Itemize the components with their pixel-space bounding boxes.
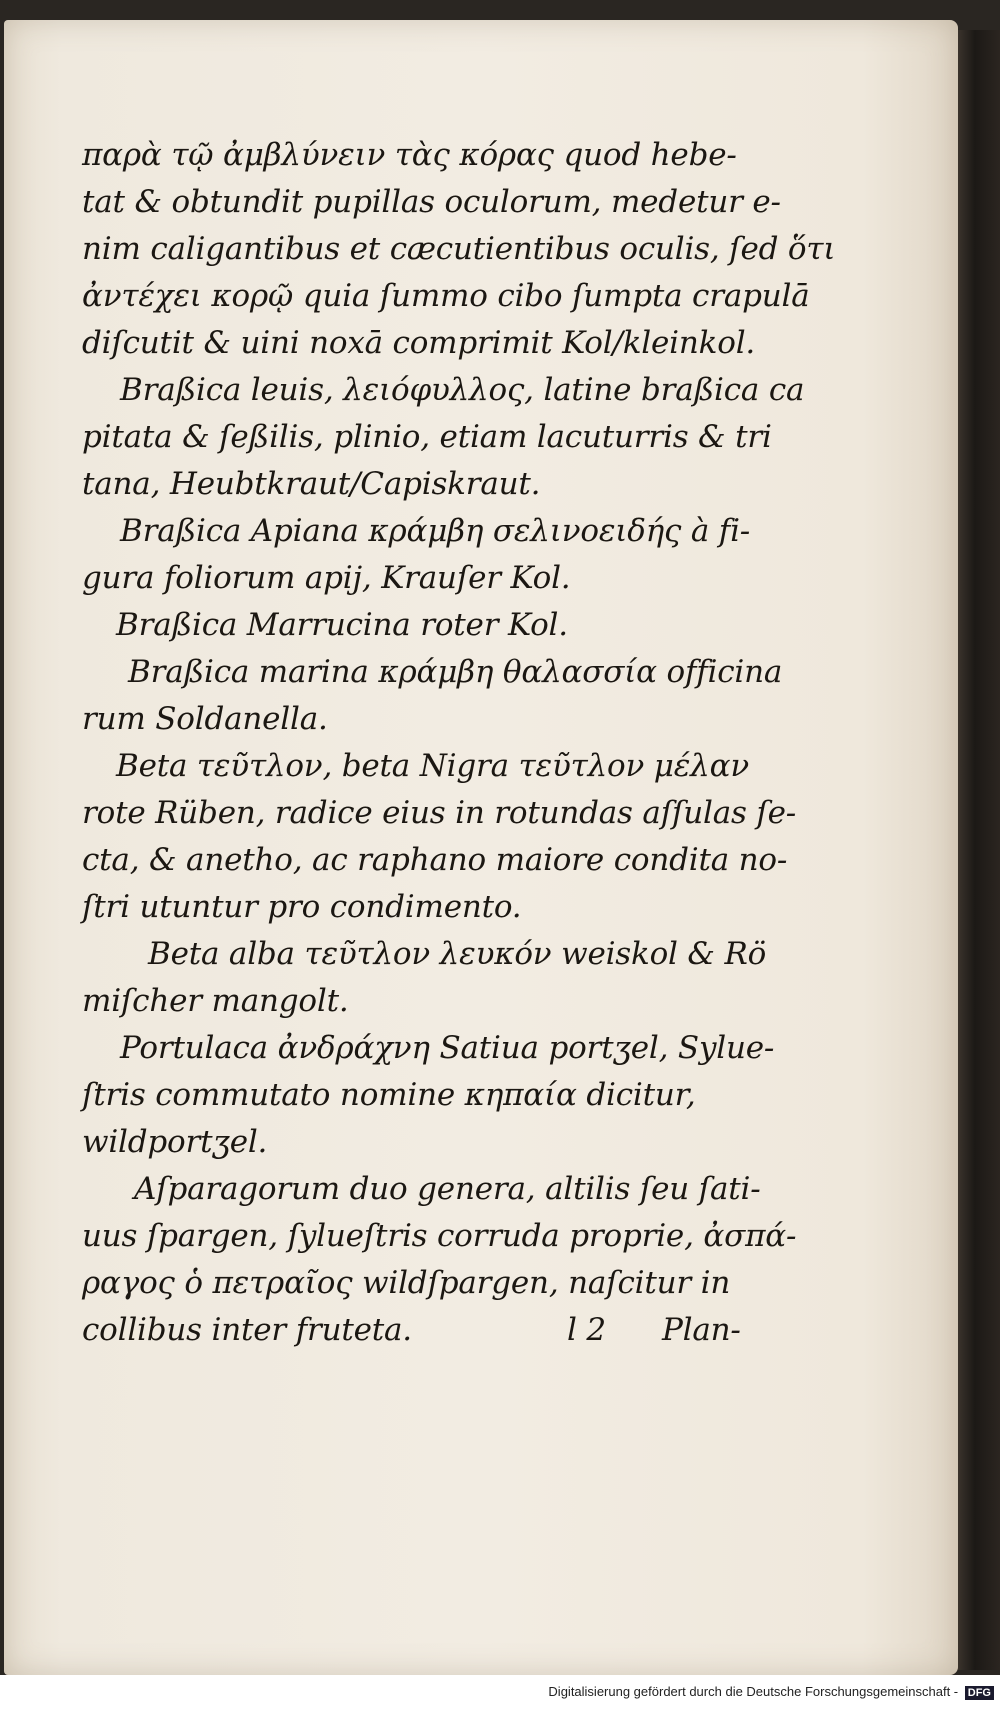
text-line: Portulaca ἀνδράχνη Satiua portʒel, Sylue- (120, 1030, 775, 1066)
text-line: nim caligantibus et cæcutientibus oculis, ſed ὅτι (82, 231, 836, 267)
credit-text: Digitalisierung gefördert durch die Deutsche Forschungsgemeinschaft - (548, 1684, 959, 1699)
text-line: Braßica Apiana κράμβη σελινοειδής à fi- (120, 513, 751, 549)
text-line: ἀντέχει κορῷ quia ſummo cibo ſumpta crapulā (82, 278, 810, 314)
text-line: Beta alba τεῦτλον λευκόν weiskol & Rö (148, 936, 767, 972)
text-line: Braßica Marrucina roter Kol. (116, 607, 568, 643)
text-line: ſtris commutato nomine κηπαία dicitur, (82, 1077, 696, 1113)
text-line: miſcher mangolt. (82, 983, 349, 1019)
page-edge-shadow (958, 30, 1000, 1670)
text-line: tana, Heubtkraut/Capiskraut. (82, 466, 541, 502)
page-text (82, 132, 836, 1354)
text-line: παρὰ τῷ ἀμβλύνειν τὰς κόρας quod hebe- (82, 137, 737, 173)
digitization-credit (548, 1684, 994, 1700)
text-line: uus ſpargen, ſylueſtris corruda proprie, ἀσπά- (82, 1218, 797, 1254)
text-line: diſcutit & uini noxā comprimit Kol/kleinkol. (82, 325, 756, 361)
text-line: rum Soldanella. (82, 701, 328, 737)
text-line: pitata & ſeßilis, plinio, etiam lacuturris & tri (82, 419, 772, 455)
text-line: wildportʒel. (82, 1124, 268, 1160)
text-line-last (82, 1307, 782, 1354)
dfg-logo: DFG (965, 1686, 994, 1700)
signature-mark: l 2 (567, 1312, 606, 1348)
text-line: rote Rüben, radice eius in rotundas aſſulas ſe- (82, 795, 797, 831)
text-line: Beta τεῦτλον, beta Nigra τεῦτλον μέλαν (116, 748, 749, 784)
text-line: ραγος ὁ πετραῖος wildſpargen, naſcitur in (82, 1265, 731, 1301)
text-line: Braßica marina κράμβη θαλασσία officina (128, 654, 783, 690)
text-line: Aſparagorum duo genera, altilis ſeu ſati- (134, 1171, 761, 1207)
text-line: ſtri utuntur pro condimento. (82, 889, 522, 925)
text-line: cta, & anetho, ac raphano maiore condita no- (82, 842, 788, 878)
text-line: tat & obtundit pupillas oculorum, medetur e- (82, 184, 781, 220)
text-line: Braßica leuis, λειόφυλλος, latine braßica ca (120, 372, 805, 408)
catchword: Plan- (662, 1312, 741, 1348)
text-line: collibus inter fruteta. (82, 1312, 412, 1348)
text-line: gura foliorum apij, Krauſer Kol. (82, 560, 571, 596)
